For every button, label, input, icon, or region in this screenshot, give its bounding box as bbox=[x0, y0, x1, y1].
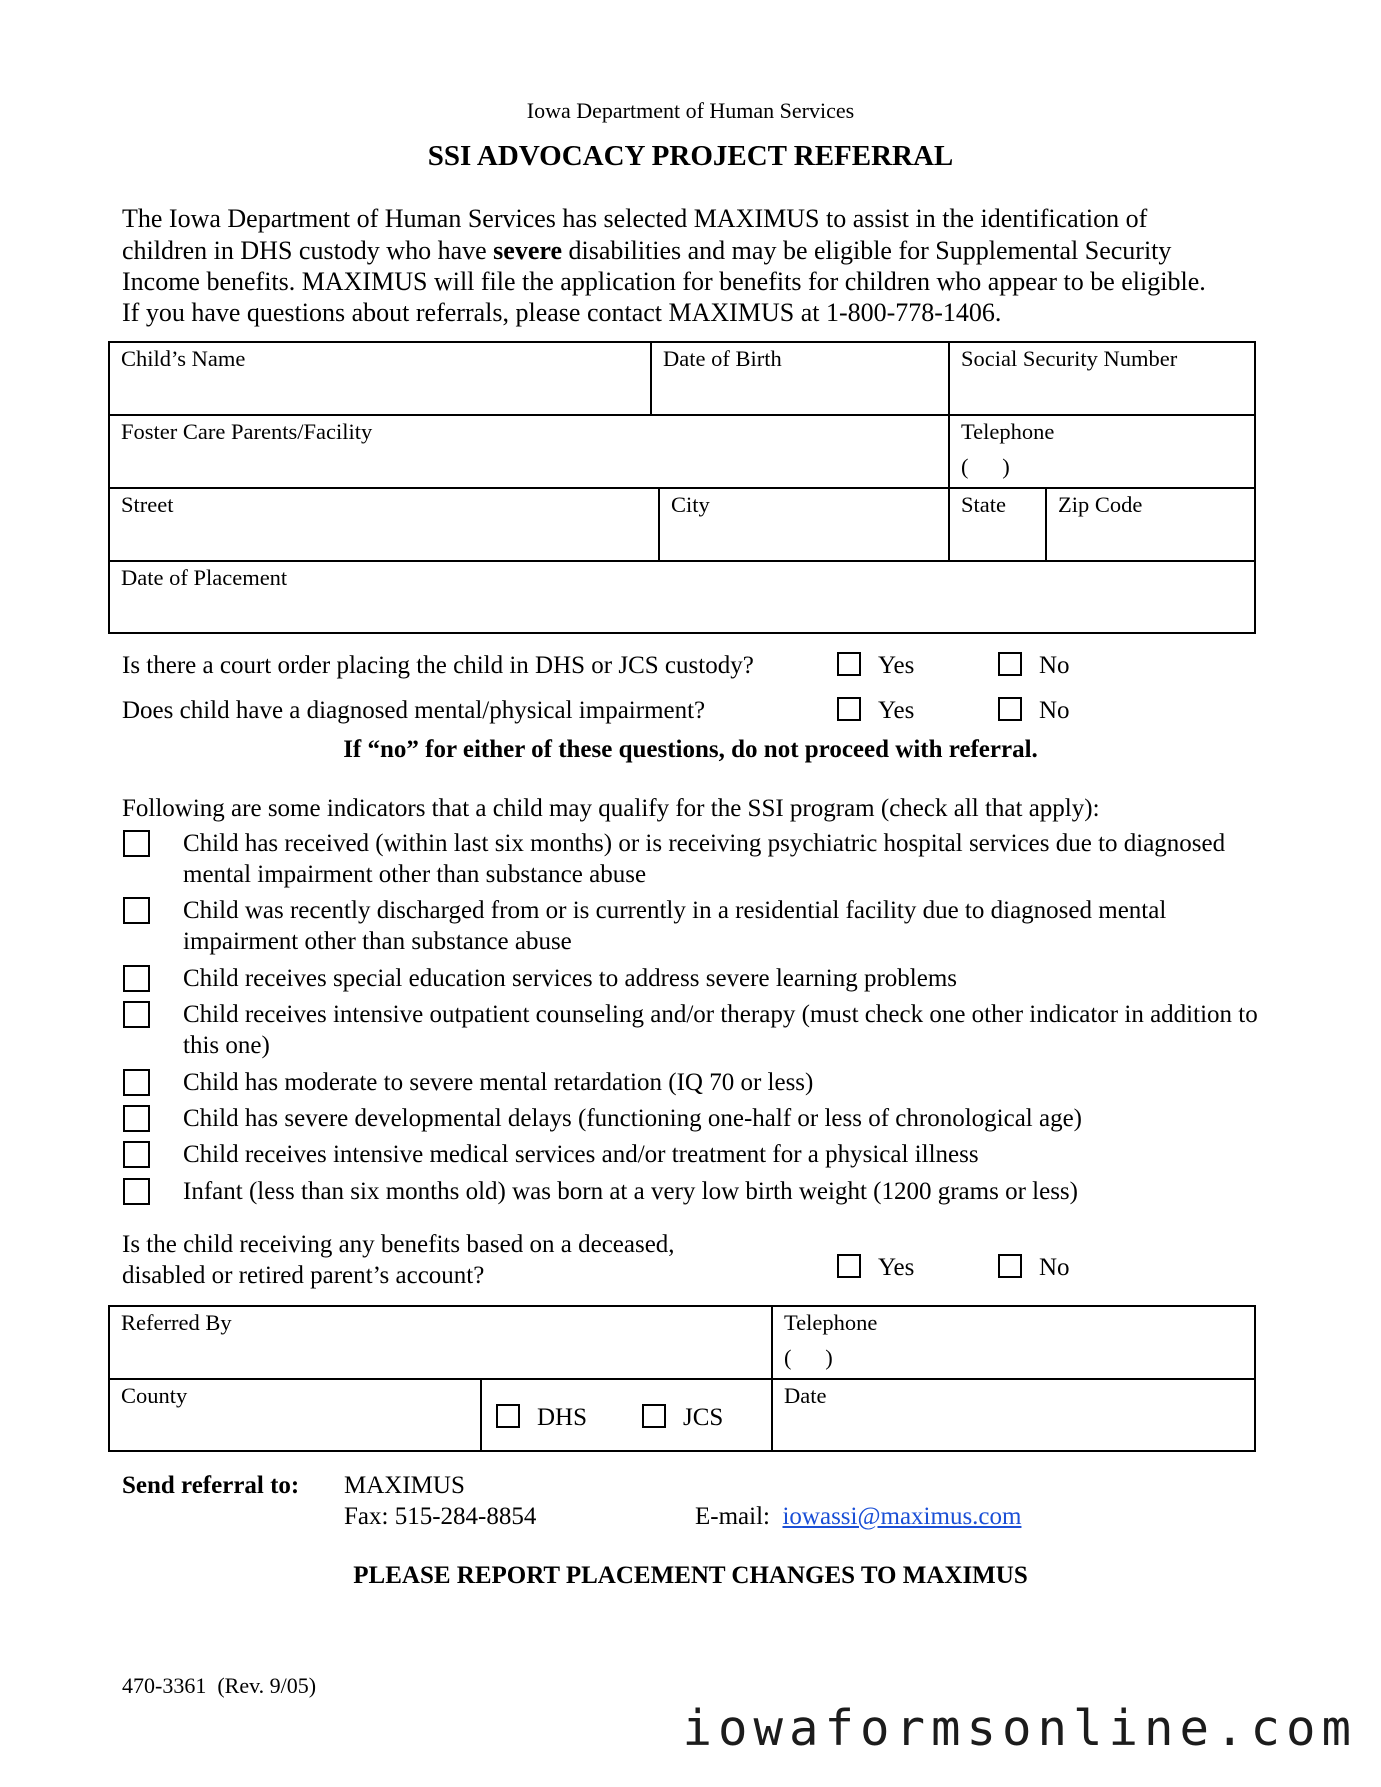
indicator-checkbox[interactable] bbox=[123, 965, 150, 992]
city-field[interactable]: City bbox=[671, 492, 710, 517]
no-label: No bbox=[1039, 1254, 1070, 1281]
question-court-order: Is there a court order placing the child in DHS or JCS custody? bbox=[122, 652, 754, 679]
date-of-birth-field[interactable]: Date of Birth bbox=[663, 346, 782, 371]
indicator-checkbox[interactable] bbox=[123, 1105, 150, 1132]
intro-line-4: If you have questions about referrals, please contact MAXIMUS at 1-800-778-1406. bbox=[122, 298, 1002, 327]
indicators-intro: Following are some indicators that a child may qualify for the SSI program (check all that apply): bbox=[122, 795, 1100, 822]
county-field[interactable]: County bbox=[121, 1383, 188, 1408]
send-fax: Fax: 515-284-8854 bbox=[344, 1503, 537, 1530]
col-divider bbox=[480, 1378, 482, 1451]
row-divider bbox=[108, 560, 1256, 562]
question-impairment: Does child have a diagnosed mental/physical impairment? bbox=[122, 697, 706, 724]
phone-parens: ( ) bbox=[961, 454, 1010, 479]
indicator-checkbox[interactable] bbox=[123, 1141, 150, 1168]
send-referral-label: Send referral to: bbox=[122, 1472, 300, 1499]
indicator-text: Child receives intensive outpatient counseling and/or therapy (must check one other indicator in addition to this one) bbox=[183, 1001, 1258, 1059]
indicator-text: Child has severe developmental delays (functioning one-half or less of chronological age) bbox=[183, 1105, 1083, 1132]
form-number: 470-3361 (Rev. 9/05) bbox=[122, 1673, 317, 1698]
indicator-checkbox[interactable] bbox=[123, 1178, 150, 1205]
email-label: E-mail: bbox=[695, 1503, 770, 1530]
dhs-checkbox[interactable] bbox=[496, 1404, 520, 1428]
impairment-no-checkbox[interactable] bbox=[998, 697, 1022, 721]
referred-by-field[interactable]: Referred By bbox=[121, 1310, 232, 1335]
indicator-text: Child has received (within last six months) or is receiving psychiatric hospital services due to diagnosed mental impairment other than substance abuse bbox=[183, 830, 1226, 888]
yes-label: Yes bbox=[878, 697, 915, 724]
row-divider bbox=[108, 487, 1256, 489]
indicator-checkbox[interactable] bbox=[123, 1001, 150, 1028]
indicator-text: Child was recently discharged from or is currently in a residential facility due to diagnosed mental impairment other than substance abuse bbox=[183, 897, 1167, 955]
impairment-yes-checkbox[interactable] bbox=[837, 697, 861, 721]
foster-care-field[interactable]: Foster Care Parents/Facility bbox=[121, 419, 373, 444]
row-divider bbox=[108, 1378, 1256, 1380]
placement-notice: PLEASE REPORT PLACEMENT CHANGES TO MAXIMUS bbox=[353, 1562, 1028, 1589]
indicator-text: Child receives special education services to address severe learning problems bbox=[183, 965, 958, 992]
intro-line-2: children in DHS custody who have severe disabilities and may be eligible for Supplemental Security bbox=[122, 236, 1172, 265]
send-email bbox=[695, 1503, 1021, 1531]
street-field[interactable]: Street bbox=[121, 492, 174, 517]
indicator-checkbox[interactable] bbox=[123, 830, 150, 857]
court-order-yes-checkbox[interactable] bbox=[837, 652, 861, 676]
dhs-label: DHS bbox=[537, 1404, 588, 1431]
col-divider bbox=[948, 341, 950, 561]
col-divider bbox=[771, 1305, 773, 1451]
court-order-no-checkbox[interactable] bbox=[998, 652, 1022, 676]
referral-date-field[interactable]: Date bbox=[784, 1383, 827, 1408]
date-of-placement-field[interactable]: Date of Placement bbox=[121, 565, 288, 590]
jcs-checkbox[interactable] bbox=[642, 1404, 666, 1428]
send-org: MAXIMUS bbox=[344, 1472, 465, 1499]
benefits-question-line-2: disabled or retired parent’s account? bbox=[122, 1262, 485, 1289]
benefits-no-checkbox[interactable] bbox=[998, 1254, 1022, 1278]
referrer-telephone-field[interactable]: Telephone bbox=[784, 1310, 878, 1335]
intro-line-1: The Iowa Department of Human Services has selected MAXIMUS to assist in the identification of bbox=[122, 204, 1148, 233]
col-divider bbox=[650, 341, 652, 415]
phone-parens: ( ) bbox=[784, 1345, 833, 1370]
yes-label: Yes bbox=[878, 1254, 915, 1281]
zip-field[interactable]: Zip Code bbox=[1058, 492, 1143, 517]
benefits-yes-checkbox[interactable] bbox=[837, 1254, 861, 1278]
indicator-text: Child has moderate to severe mental retardation (IQ 70 or less) bbox=[183, 1069, 814, 1096]
email-link[interactable]: iowassi@maximus.com bbox=[782, 1503, 1022, 1530]
childs-name-field[interactable]: Child’s Name bbox=[121, 346, 246, 371]
form-title: SSI ADVOCACY PROJECT REFERRAL bbox=[427, 140, 954, 172]
agency-name: Iowa Department of Human Services bbox=[526, 98, 855, 123]
foster-telephone-field[interactable]: Telephone bbox=[961, 419, 1055, 444]
indicator-text: Infant (less than six months old) was born at a very low birth weight (1200 grams or less) bbox=[183, 1178, 1078, 1205]
col-divider bbox=[658, 487, 660, 561]
row-divider bbox=[108, 414, 1256, 416]
no-label: No bbox=[1039, 652, 1070, 679]
intro-line-3: Income benefits. MAXIMUS will file the application for benefits for children who appear to be eligible. bbox=[122, 267, 1206, 296]
no-label: No bbox=[1039, 697, 1070, 724]
indicator-checkbox[interactable] bbox=[123, 1069, 150, 1096]
yes-label: Yes bbox=[878, 652, 915, 679]
benefits-question-line-1: Is the child receiving any benefits based on a deceased, bbox=[122, 1231, 675, 1258]
ssn-field[interactable]: Social Security Number bbox=[961, 346, 1178, 371]
indicator-checkbox[interactable] bbox=[123, 897, 150, 924]
jcs-label: JCS bbox=[683, 1404, 724, 1431]
watermark: iowaformsonline.com bbox=[682, 1700, 1357, 1757]
state-field[interactable]: State bbox=[961, 492, 1006, 517]
col-divider bbox=[1045, 487, 1047, 561]
indicator-text: Child receives intensive medical services and/or treatment for a physical illness bbox=[183, 1141, 979, 1168]
proceed-warning: If “no” for either of these questions, do not proceed with referral. bbox=[343, 736, 1038, 763]
